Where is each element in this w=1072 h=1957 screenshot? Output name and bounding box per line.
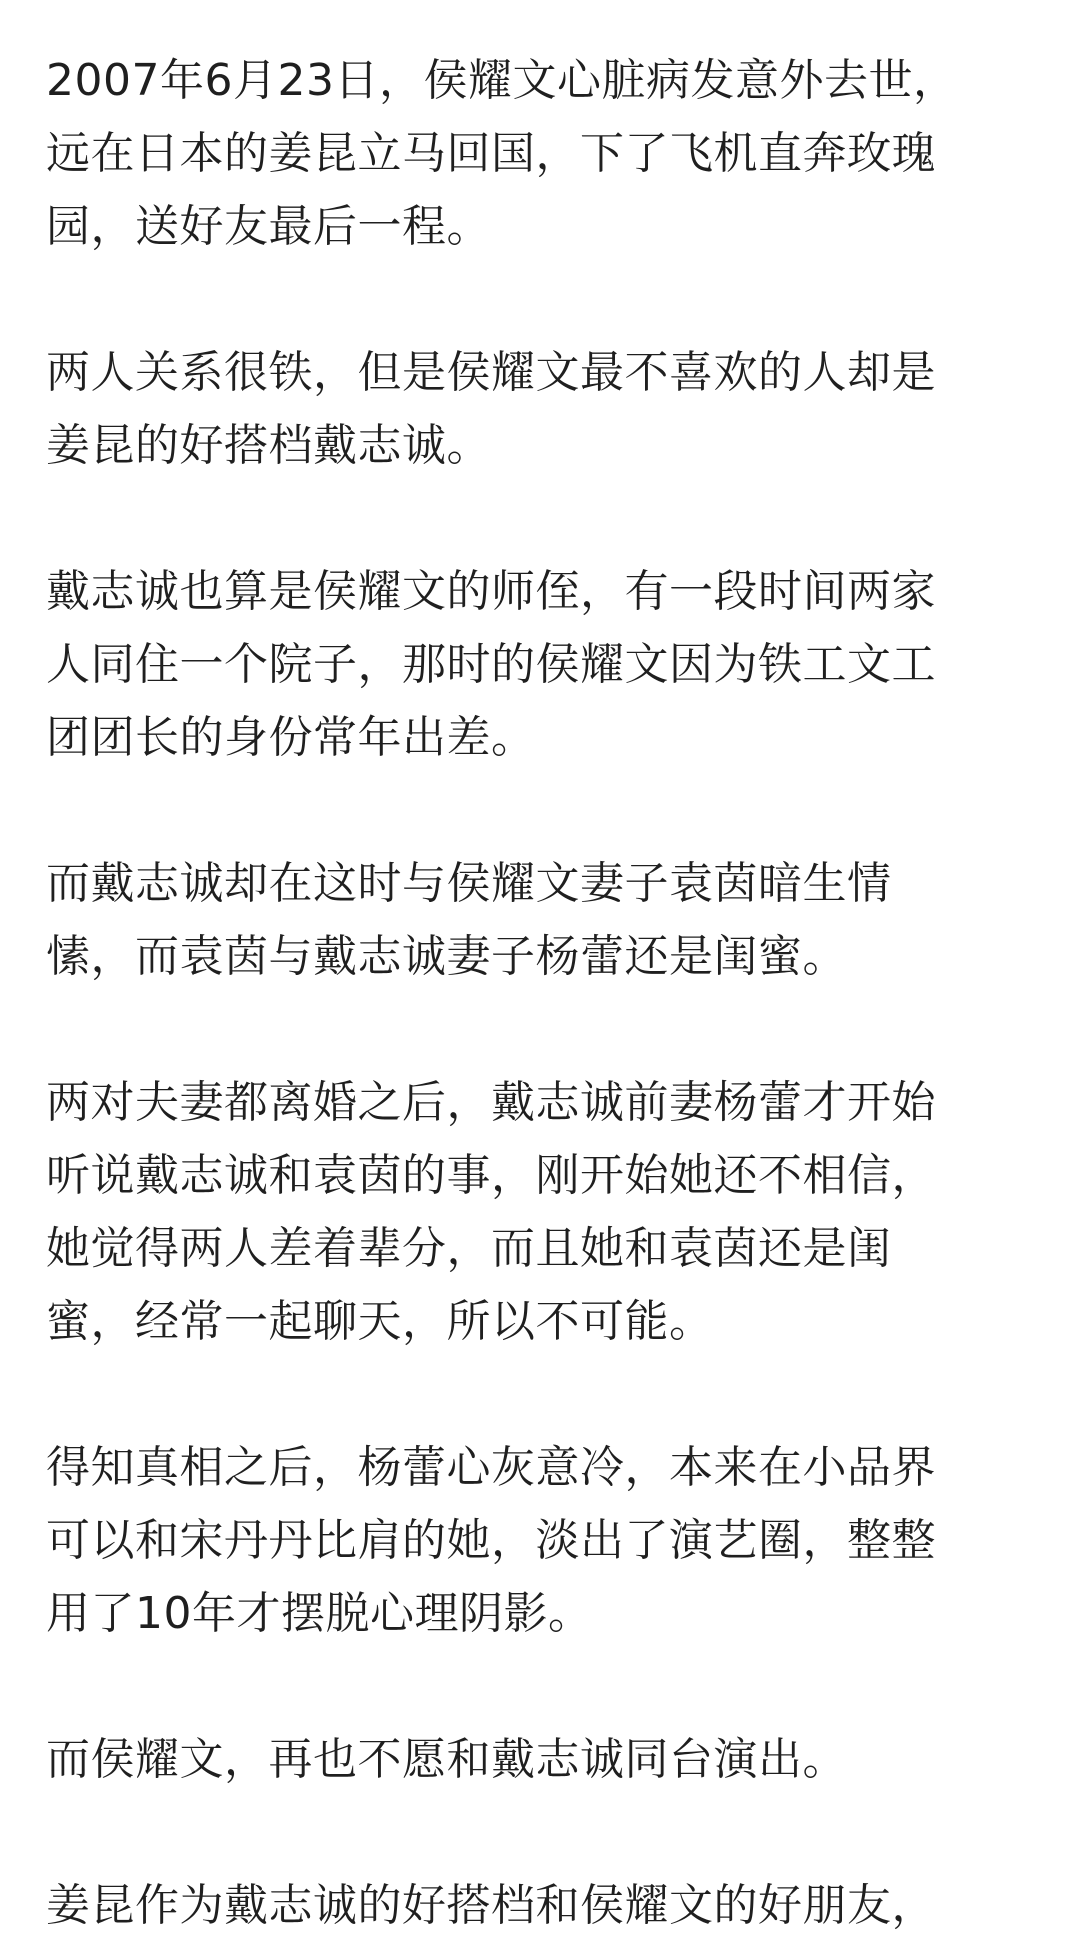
- text-line: 园，送好友最后一程。: [46, 201, 491, 252]
- paragraph-8: [46, 1869, 1036, 1942]
- text-line: 听说戴志诚和袁茵的事，刚开始她还不相信，: [46, 1150, 936, 1201]
- paragraph-5: [46, 1066, 1036, 1358]
- article-body: [46, 44, 1036, 1942]
- text-line: 用了10年才摆脱心理阴影。: [46, 1588, 593, 1639]
- paragraph-3: [46, 555, 1036, 774]
- text-line: 人同住一个院子，那时的侯耀文因为铁工文工: [46, 639, 936, 690]
- text-line: 蜜，经常一起聊天，所以不可能。: [46, 1296, 714, 1347]
- paragraph-7: [46, 1723, 1036, 1796]
- text-line: 两人关系很铁，但是侯耀文最不喜欢的人却是: [46, 347, 936, 398]
- text-line: 而侯耀文，再也不愿和戴志诚同台演出。: [46, 1734, 847, 1785]
- text-line: 团团长的身份常年出差。: [46, 712, 536, 763]
- text-line: 姜昆的好搭档戴志诚。: [46, 420, 491, 471]
- text-line: 可以和宋丹丹比肩的她，淡出了演艺圈，整整: [46, 1515, 936, 1566]
- text-line: 得知真相之后，杨蕾心灰意冷，本来在小品界: [46, 1442, 936, 1493]
- paragraph-1: [46, 44, 1036, 263]
- text-line: 愫，而袁茵与戴志诚妻子杨蕾还是闺蜜。: [46, 931, 847, 982]
- paragraph-4: [46, 847, 1036, 993]
- text-line: 两对夫妻都离婚之后，戴志诚前妻杨蕾才开始: [46, 1077, 936, 1128]
- text-line: 而戴志诚却在这时与侯耀文妻子袁茵暗生情: [46, 858, 892, 909]
- text-line: 她觉得两人差着辈分，而且她和袁茵还是闺: [46, 1223, 892, 1274]
- text-line: 姜昆作为戴志诚的好搭档和侯耀文的好朋友，: [46, 1880, 936, 1931]
- paragraph-6: [46, 1431, 1036, 1650]
- text-line: 远在日本的姜昆立马回国，下了飞机直奔玫瑰: [46, 128, 936, 179]
- text-line: 戴志诚也算是侯耀文的师侄，有一段时间两家: [46, 566, 936, 617]
- text-line: 2007年6月23日，侯耀文心脏病发意外去世，: [46, 55, 958, 106]
- paragraph-2: [46, 336, 1036, 482]
